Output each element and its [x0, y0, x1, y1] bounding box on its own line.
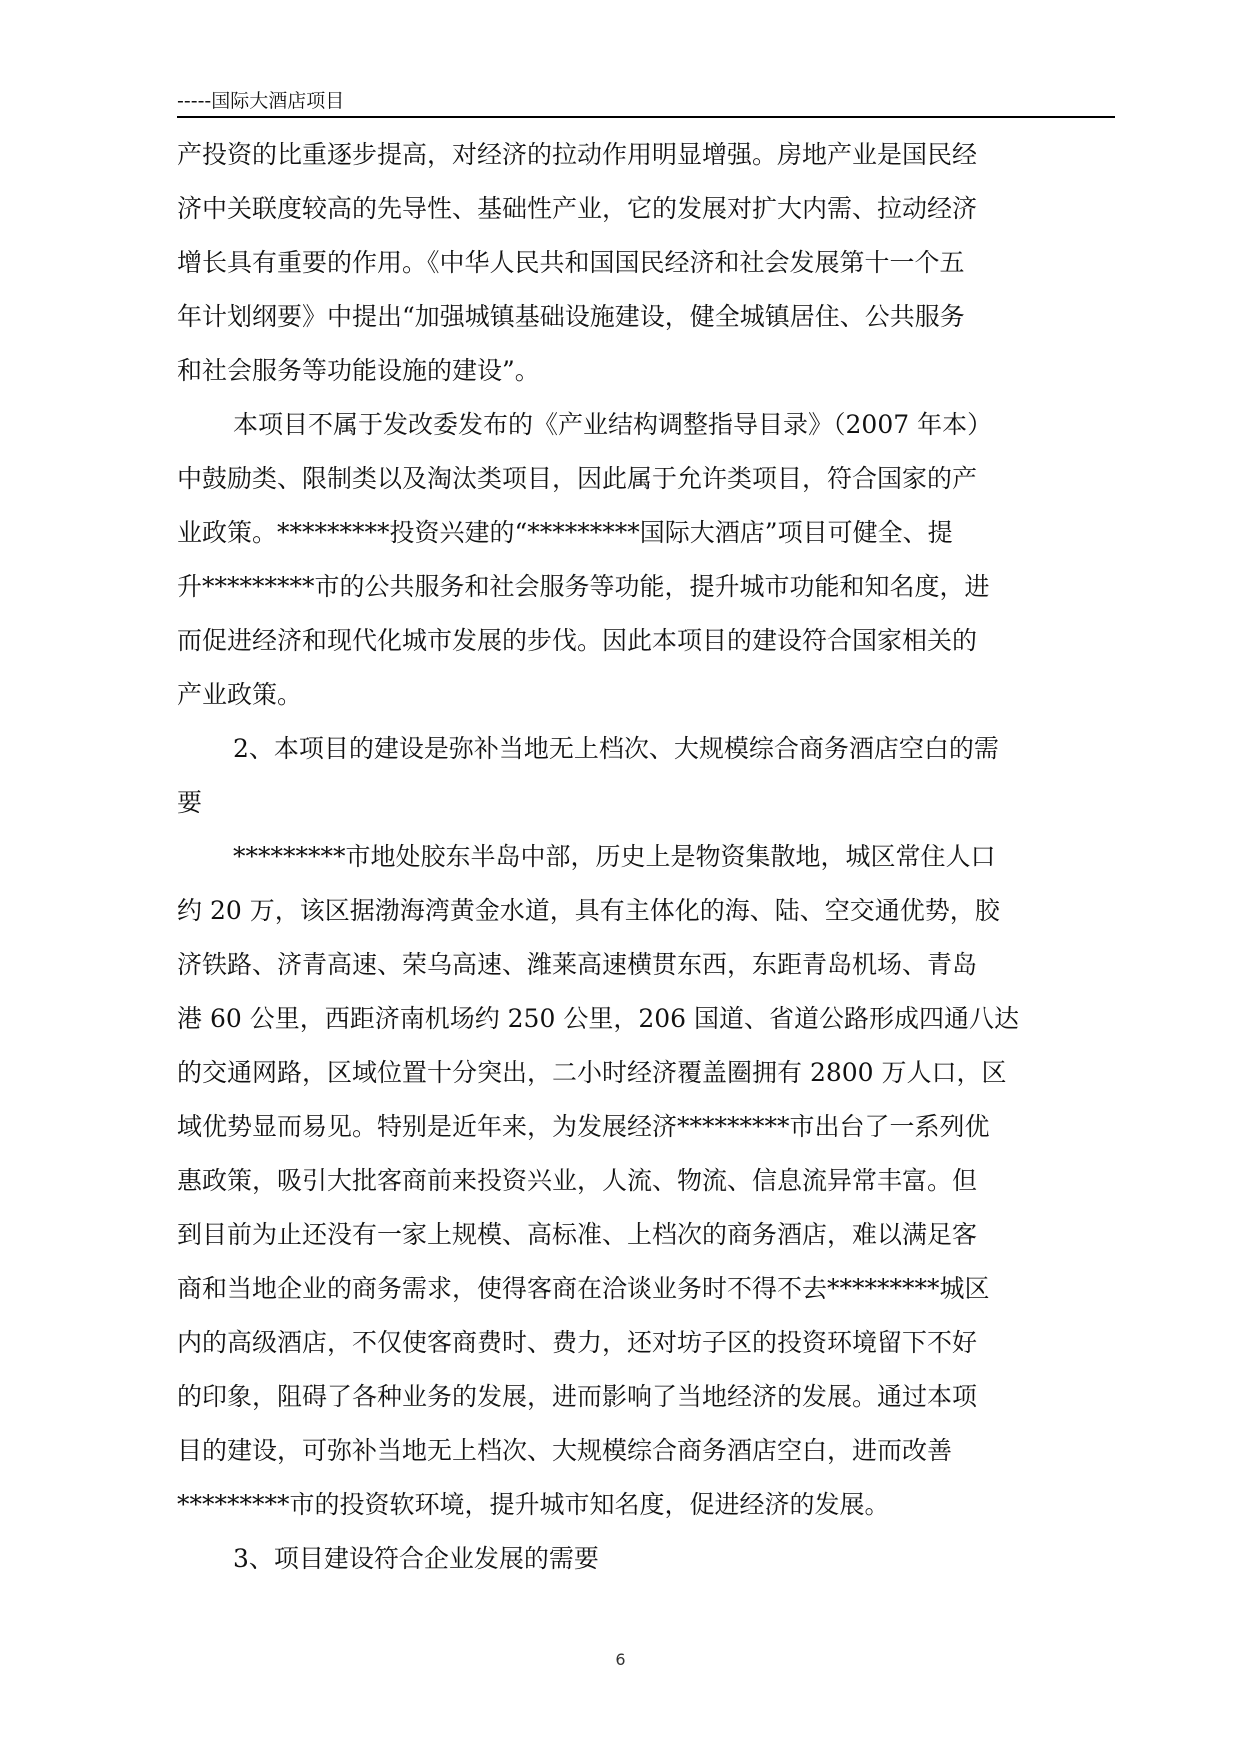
body-line: 而促进经济和现代化城市发展的步伐。因此本项目的建设符合国家相关的: [177, 626, 978, 655]
body-line: 济铁路、济青高速、荣乌高速、潍莱高速横贯东西，东距青岛机场、青岛: [177, 950, 978, 979]
body-line: 内的高级酒店，不仅使客商费时、费力，还对坊子区的投资环境留下不好: [177, 1328, 978, 1357]
body-line: 产投资的比重逐步提高，对经济的拉动作用明显增强。房地产业是国民经: [177, 140, 978, 169]
body-line: 域优势显而易见。特别是近年来，为发展经济*********市出台了一系列优: [177, 1112, 990, 1141]
body-line: 到目前为止还没有一家上规模、高标准、上档次的商务酒店，难以满足客: [177, 1220, 978, 1249]
body-line: 年计划纲要》中提出“加强城镇基础设施建设，健全城镇居住、公共服务: [177, 302, 965, 331]
body-line: 济中关联度较高的先导性、基础性产业，它的发展对扩大内需、拉动经济: [177, 194, 978, 223]
body-line: 产业政策。: [177, 680, 303, 709]
body-line: 中鼓励类、限制类以及淘汰类项目，因此属于允许类项目，符合国家的产: [177, 464, 978, 493]
body-line: 的交通网路，区域位置十分突出，二小时经济覆盖圈拥有 2800 万人口，区: [177, 1058, 1007, 1087]
section-heading-line: 要: [177, 788, 203, 817]
body-line: 目的建设，可弥补当地无上档次、大规模综合商务酒店空白，进而改善: [177, 1436, 953, 1465]
section-heading-line: 2、本项目的建设是弥补当地无上档次、大规模综合商务酒店空白的需: [233, 734, 999, 763]
body-line: 的印象，阻碍了各种业务的发展，进而影响了当地经济的发展。通过本项: [177, 1382, 978, 1411]
section-heading-line: 3、项目建设符合企业发展的需要: [233, 1544, 599, 1573]
body-line: 本项目不属于发改委发布的《产业结构调整指导目录》（2007 年本）: [233, 410, 993, 439]
body-line: 约 20 万，该区据渤海湾黄金水道，具有主体化的海、陆、空交通优势，胶: [177, 896, 1000, 925]
body-line: 升*********市的公共服务和社会服务等功能，提升城市功能和知名度，进: [177, 572, 990, 601]
document-body: [177, 128, 1117, 1586]
body-line: 增长具有重要的作用。《中华人民共和国国民经济和社会发展第十一个五: [177, 248, 965, 277]
body-line: 业政策。*********投资兴建的“*********国际大酒店”项目可健全、提: [177, 518, 953, 547]
body-line: 商和当地企业的商务需求，使得客商在洽谈业务时不得不去*********城区: [177, 1274, 990, 1303]
body-line: 和社会服务等功能设施的建设”。: [177, 356, 540, 385]
body-line: 港 60 公里，西距济南机场约 250 公里，206 国道、省道公路形成四通八达: [177, 1004, 1019, 1033]
page-number: 6: [615, 1650, 626, 1669]
header-title: -----国际大酒店项目: [177, 90, 345, 112]
body-line: 惠政策，吸引大批客商前来投资兴业，人流、物流、信息流异常丰富。但: [177, 1166, 978, 1195]
page-header: [177, 86, 1115, 118]
body-line: *********市的投资软环境，提升城市知名度，促进经济的发展。: [177, 1490, 890, 1519]
body-line: *********市地处胶东半岛中部，历史上是物资集散地，城区常住人口: [233, 842, 996, 871]
